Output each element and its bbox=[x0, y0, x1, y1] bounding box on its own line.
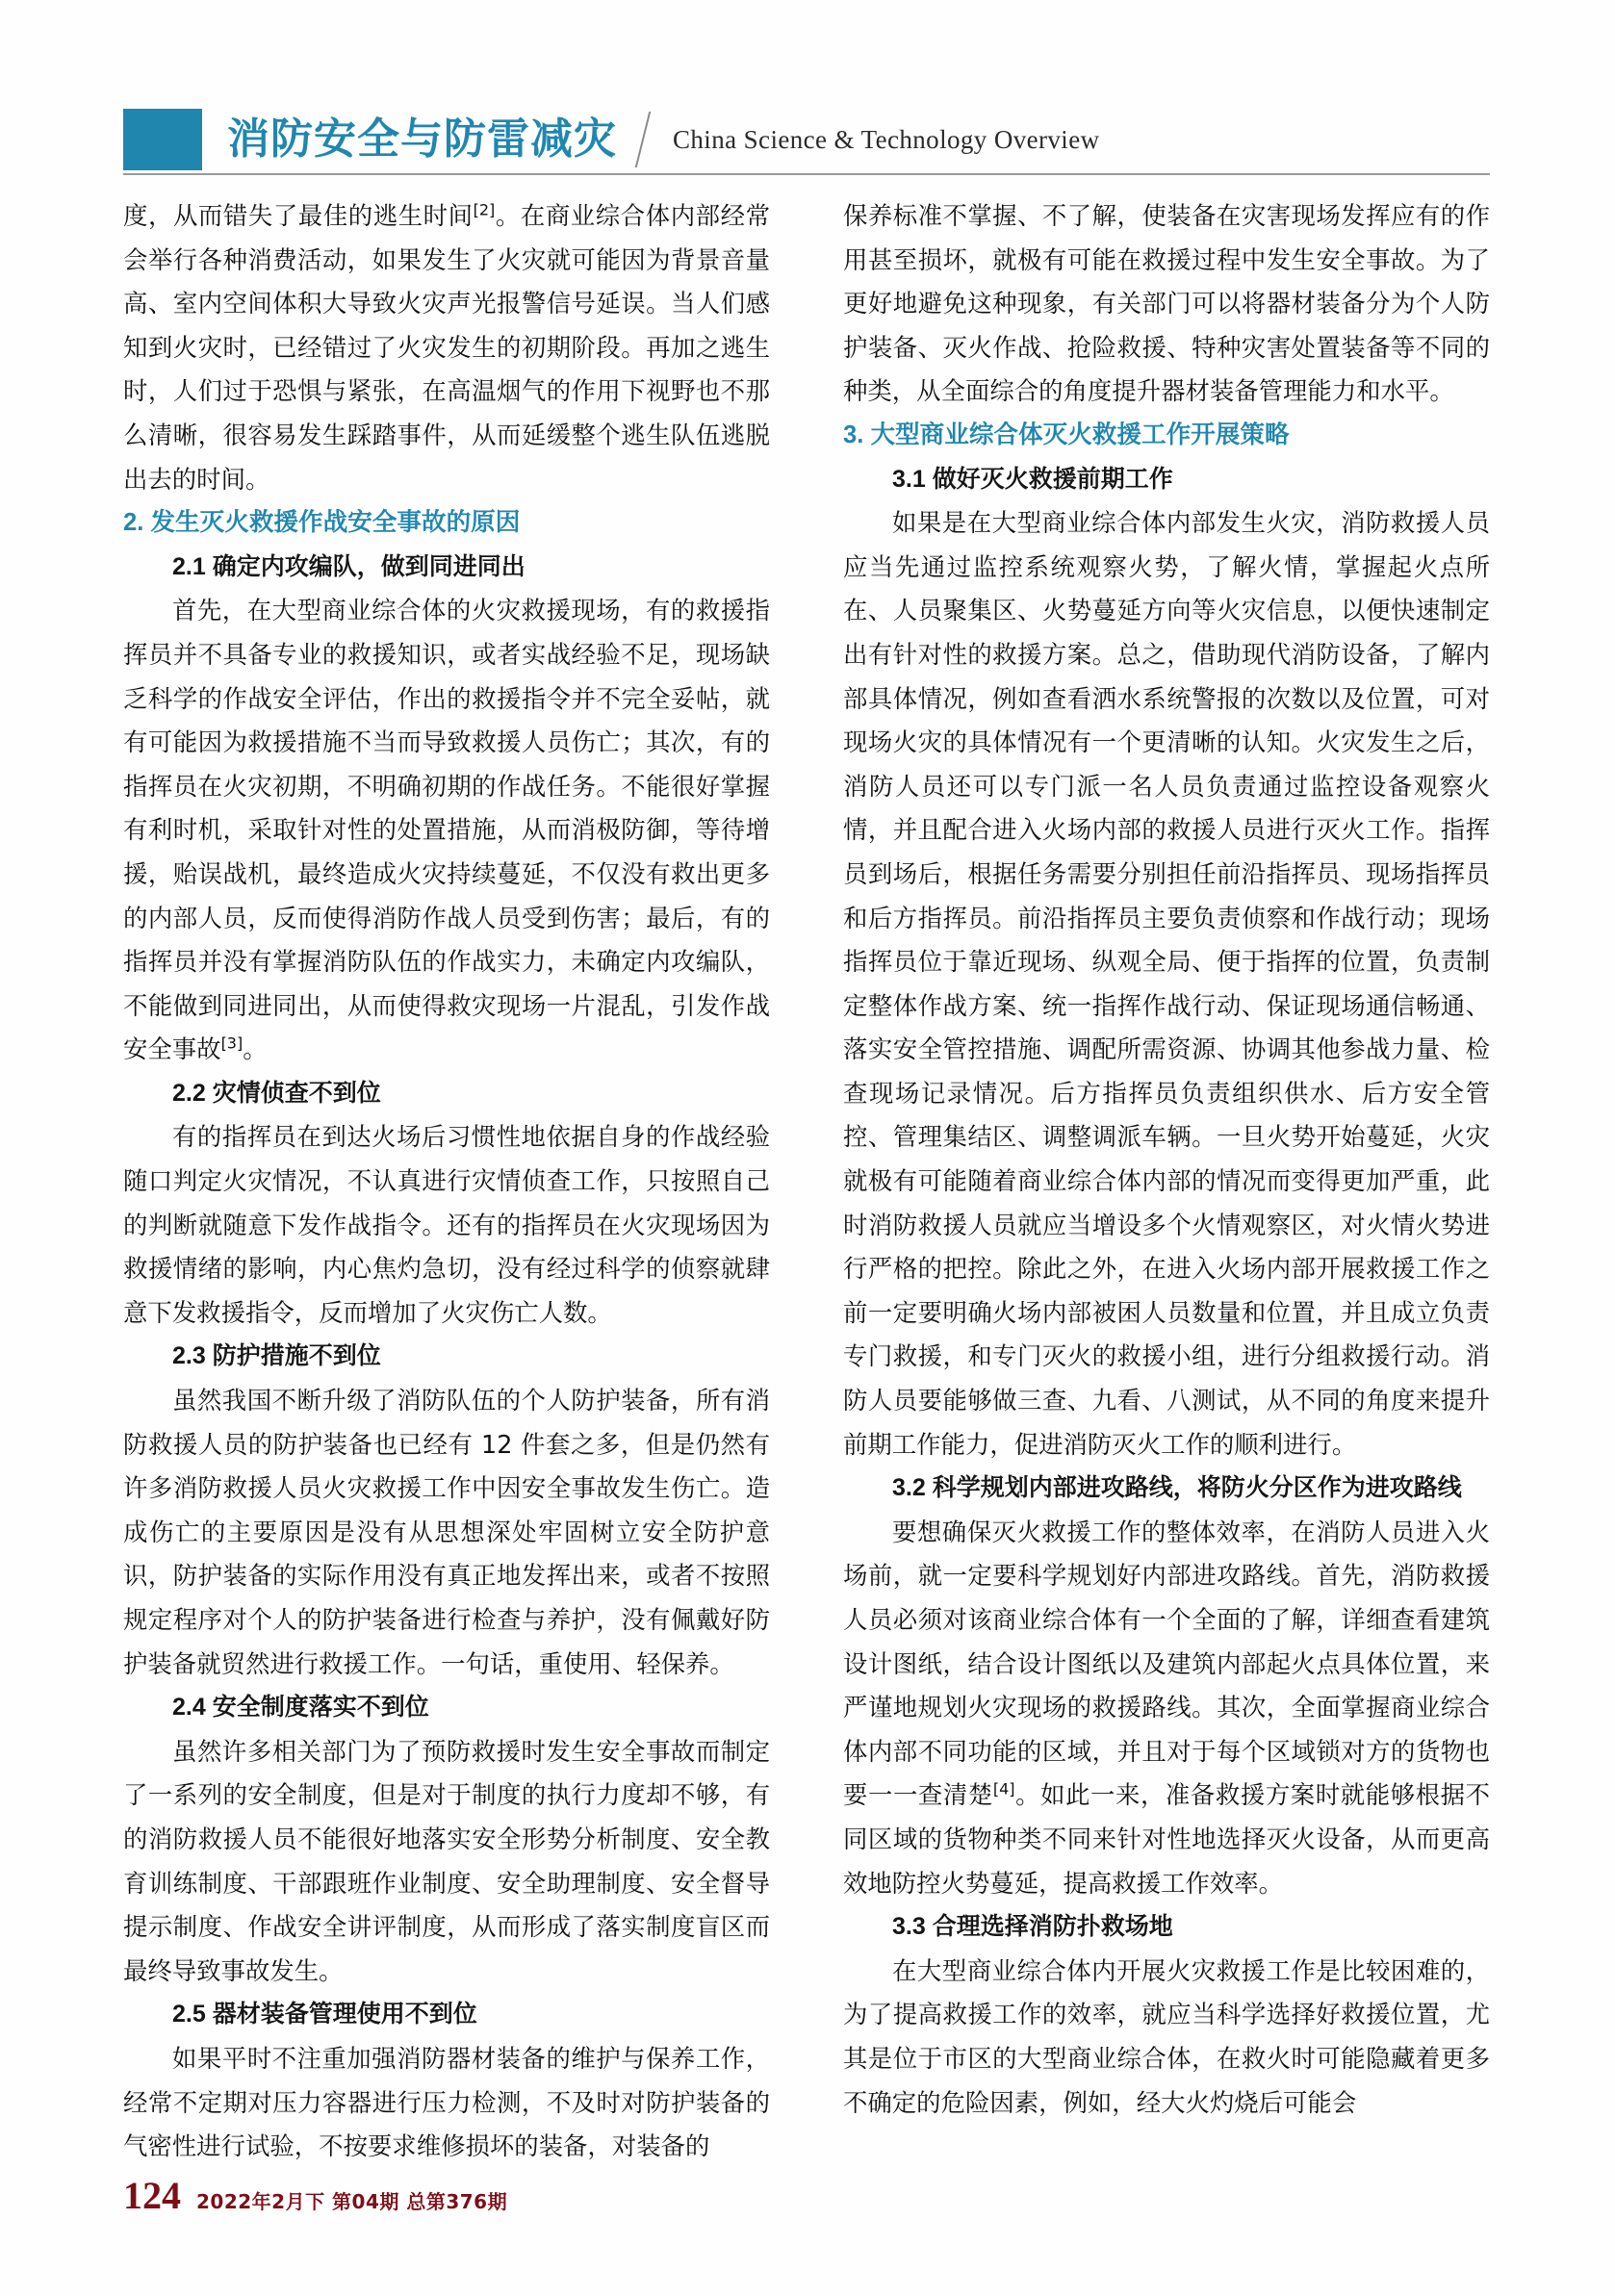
paragraph-2-2: 有的指挥员在到达火场后习惯性地依据自身的作战经验随口判定火灾情况，不认真进行灾情侦查工作，只按照自己的判断就随意下发作战指令。还有的指挥员在火灾现场因为救援情绪的影响，内心焦灼急切，没有经过科学的侦察就肆意下发救援指令，反而增加了火灾伤亡人数。 bbox=[123, 1122, 770, 1327]
paragraph-continued-left: 度，从而错失了最佳的逃生时间[2]。在商业综合体内部经常会举行各种消费活动，如果发生了火灾就可能因为背景音量高、室内空间体积大导致火灾声光报警信号延误。当人们感知到火灾时，已经错过了火灾发生的初期阶段。再加之逃生时，人们过于恐惧与紧张，在高温烟气的作用下视野也不那么清晰，很容易发生踩踏事件，从而延缓整个逃生队伍逃脱出去的时间。 bbox=[123, 200, 771, 494]
paragraph-3-1: 如果是在大型商业综合体内部发生火灾，消防救援人员应当先通过监控系统观察火势，了解火情，掌握起火点所在、人员聚集区、火势蔓延方向等火灾信息，以便快速制定出有针对性的救援方案。总之，借助现代消防设备，了解内部具体情况，例如查看洒水系统警报的次数以及位置，可对现场火灾的具体情况有一个更清晰的认知。火灾发生之后，消防人员还可以专门派一名人员负责通过监控设备观察火情，并且配合进入火场内部的救援人员进行灭火工作。指挥员到场后，根据任务需要分别担任前沿指挥员、现场指挥员和后方指挥员。前沿指挥员主要负责侦察和作战行动；现场指挥员位于靠近现场、纵观全局、便于指挥的位置，负责制定整体作战方案、统一指挥作战行动、保证现场通信畅通、落实安全管控措施、调配所需资源、协调其他参战力量、检查现场记录情况。后方指挥员负责组织供水、后方安全管控、管理集结区、调整调派车辆。一旦火势开始蔓延，火灾就极有可能随着商业综合体内部的情况而变得更加严重，此时消防救援人员就应当增设多个火情观察区，对火情火势进行严格的把控。除此之外，在进入火场内部开展救援工作之前一定要明确火场内部被困人员数量和位置，并且成立负责专门救援，和专门灭火的救援小组，进行分组救援行动。消防人员要能够做三查、九看、八测试，从不同的角度来提升前期工作能力，促进消防灭火工作的顺利进行。 bbox=[843, 508, 1490, 1459]
heading-2-3: 2.3 防护措施不到位 bbox=[172, 1342, 381, 1370]
masthead-title-en: China Science & Technology Overview bbox=[673, 124, 1100, 154]
paragraph-2-1: 首先，在大型商业综合体的火灾救援现场，有的救援指挥员并不具备专业的救援知识，或者实战经验不足，现场缺乏科学的作战安全评估，作出的救援指令并不完全妥帖，就有可能因为救援措施不当而导致救援人员伤亡；其次，有的指挥员在火灾初期，不明确初期的作战任务。不能很好掌握有利时机，采取针对性的处置措施，从而消极防御，等待增援，贻误战机，最终造成火灾持续蔓延，不仅没有救出更多的内部人员，反而使得消防作战人员受到伤害；最后，有的指挥员并没有掌握消防队伍的作战实力，未确定内攻编队，不能做到同进同出，从而使得救灾现场一片混乱，引发作战安全事故[3]。 bbox=[123, 596, 770, 1064]
heading-2-4: 2.4 安全制度落实不到位 bbox=[172, 1694, 429, 1722]
page-footer bbox=[123, 2174, 508, 2217]
masthead-title-cn: 消防安全与防雷减灾 bbox=[227, 115, 617, 163]
heading-2-1: 2.1 确定内攻编队，做到同进同出 bbox=[172, 552, 526, 580]
heading-3-2: 3.2 科学规划内部进攻路线，将防火分区作为进攻路线 bbox=[892, 1474, 1462, 1502]
heading-3-3: 3.3 合理选择消防扑救场地 bbox=[892, 1913, 1173, 1941]
right-column bbox=[843, 194, 1490, 2125]
heading-section-3: 3. 大型商业综合体灭火救援工作开展策略 bbox=[843, 421, 1290, 448]
heading-section-2: 2. 发生灭火救援作战安全事故的原因 bbox=[123, 509, 521, 537]
masthead-rule bbox=[123, 173, 1490, 175]
heading-2-5: 2.5 器材装备管理使用不到位 bbox=[172, 2001, 477, 2028]
masthead-divider-icon bbox=[635, 112, 651, 167]
paragraph-continued-right: 保养标准不掌握、不了解，使装备在灾害现场发挥应有的作用甚至损坏，就极有可能在救援过程中发生安全事故。为了更好地避免这种现象，有关部门可以将器材装备分为个人防护装备、灭火作战、抢险救援、特种灾害处置装备等不同的种类，从全面综合的角度提升器材装备管理能力和水平。 bbox=[843, 201, 1490, 406]
issue-info: 2022年2月下 第04期 总第376期 bbox=[196, 2190, 508, 2213]
paragraph-2-3: 虽然我国不断升级了消防队伍的个人防护装备，所有消防救援人员的防护装备也已经有 12 件套之多，但是仍然有许多消防救援人员火灾救援工作中因安全事故发生伤亡。造成伤亡的主要原因是没有从思想深处牢固树立安全防护意识，防护装备的实际作用没有真正地发挥出来，或者不按照规定程序对个人的防护装备进行检查与养护，没有佩戴好防护装备就贸然进行救援工作。一句话，重使用、轻保养。 bbox=[123, 1386, 770, 1678]
paragraph-2-5: 如果平时不注重加强消防器材装备的维护与保养工作，经常不定期对压力容器进行压力检测，不及时对防护装备的气密性进行试验，不按要求维修损坏的装备，对装备的 bbox=[123, 2043, 770, 2161]
paragraph-3-2: 要想确保灭火救援工作的整体效率，在消防人员进入火场前，就一定要科学规划好内部进攻路线。首先，消防救援人员必须对该商业综合体有一个全面的了解，详细查看建筑设计图纸，结合设计图纸以及建筑内部起火点具体位置，来严谨地规划火灾现场的救援路线。其次，全面掌握商业综合体内部不同功能的区域，并且对于每个区域锁对方的货物也要一一查清楚[4]。如此一来，准备救援方案时就能够根据不同区域的货物种类不同来针对性地选择灭火设备，从而更高效地防控火势蔓延，提高救援工作效率。 bbox=[843, 1517, 1491, 1898]
masthead bbox=[123, 104, 1490, 175]
paragraph-3-3: 在大型商业综合体内开展火灾救援工作是比较困难的，为了提高救援工作的效率，就应当科学选择好救援位置，尤其是位于市区的大型商业综合体，在救火时可能隐藏着更多不确定的危险因素，例如，经大火灼烧后可能会 bbox=[843, 1955, 1490, 2117]
masthead-accent-block bbox=[123, 109, 202, 170]
heading-3-1: 3.1 做好灭火救援前期工作 bbox=[892, 465, 1173, 493]
paragraph-2-4: 虽然许多相关部门为了预防救援时发生安全事故而制定了一系列的安全制度，但是对于制度的执行力度却不够，有的消防救援人员不能很好地落实安全形势分析制度、安全教育训练制度、干部跟班作业制度、安全助理制度、安全督导提示制度、作战安全讲评制度，从而形成了落实制度盲区而最终导致事故发生。 bbox=[123, 1736, 770, 1985]
page-number: 124 bbox=[123, 2174, 181, 2217]
heading-2-2: 2.2 灾情侦查不到位 bbox=[172, 1079, 381, 1107]
left-column bbox=[123, 194, 770, 2169]
